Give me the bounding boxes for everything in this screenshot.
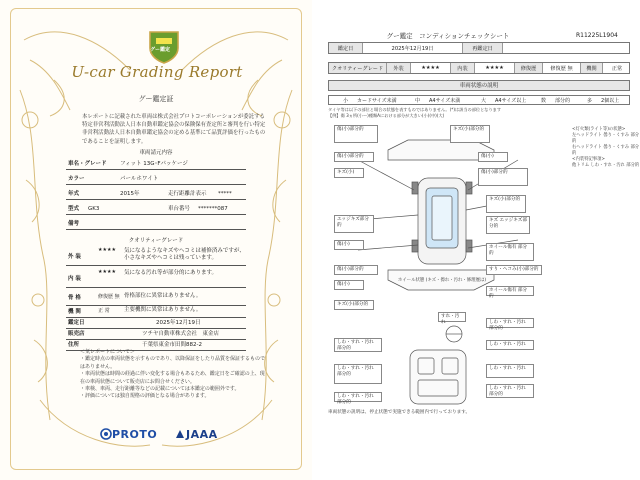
sheet-repair-label: 修復歴 — [515, 63, 543, 73]
legend-item: 左ヘッドライト 曇り・くすみ 部分的 — [572, 133, 640, 144]
damage-note: キズ(小)部分的 — [486, 195, 526, 213]
wheel-fl — [412, 182, 418, 194]
vehicle-row-value: パールホワイト — [120, 176, 159, 182]
appraisal-store-label: 販売店 — [68, 331, 85, 337]
notes-title: ＜気レポートについて＞ — [80, 349, 135, 355]
diagram-hint: タイヤ等は以下の部位と場合の状態を表すものではありません。(*)は該当の部位となります 【例】傷 3ヵ所(小～)種類Aにおける部分が大きい(小)(中)(大) — [328, 107, 502, 118]
notes-item: ・車両状態は時間の経過に伴い変化する場合もあるため、鑑定日をご確認の上、現在の車両状態について販売店にお問合せください。 — [80, 371, 265, 385]
proto-logo-text: PROTO — [112, 428, 158, 441]
vehicle-row-value: GK3 — [88, 206, 100, 212]
sheet-footer-note: 車両状態の説明は、停止状態で実施できる範囲内で行っております。 — [328, 410, 471, 415]
car-damage-diagram — [318, 0, 640, 480]
damage-note: しわ・すれ・汚れ 部分的 — [486, 318, 534, 328]
size-label: 小 — [343, 98, 349, 104]
proto-logo-icon — [100, 428, 112, 440]
sheet-reappraisal-label: 再鑑定日 — [463, 43, 503, 53]
vehicle-row-value: *******087 — [198, 206, 228, 212]
vehicle-row-value: フィット 13G･Fパッケージ — [120, 161, 188, 167]
vehicle-condition-legend — [572, 127, 640, 169]
damage-note: しわ・すれ・汚れ — [486, 364, 534, 378]
damage-note: 傷(小) — [334, 240, 364, 250]
notes-item: ・車検、車両、走行距離等などの記載については本鑑定の範囲外です。 — [80, 386, 240, 393]
quality-row — [66, 244, 246, 266]
sheet-grade-label: クオリティーグレード — [329, 63, 387, 73]
wheel-rr — [466, 240, 472, 252]
damage-note: 傷(小) — [334, 280, 364, 290]
sheet-exterior-value: ★★★★ — [411, 63, 451, 73]
vehicle-row-key: 型式 — [68, 206, 80, 212]
size-label: 大 — [481, 98, 487, 104]
badge-text: グー鑑定 — [150, 47, 171, 53]
sheet-title: グー鑑定 コンディションチェックシート — [386, 32, 510, 40]
legend-item: <内装特記事項> — [572, 157, 605, 162]
vehicle-row-key: 年式 — [68, 191, 80, 197]
damage-note: キズ(小) — [334, 168, 364, 178]
sheet-date-value: 2025年12月19日 — [363, 43, 463, 53]
quality-row-rating: 正 常 — [98, 308, 110, 314]
damage-note: しわ・すれ・汚れ 部分的 — [334, 392, 382, 402]
report-notes — [80, 349, 266, 401]
vehicle-row-value: 2015年 — [120, 191, 140, 197]
quality-row-desc: 骨格部位に異常はありません。 — [124, 293, 202, 299]
damage-note: しわ・すれ・汚れ — [486, 340, 534, 350]
damage-note: すれ・汚れ — [438, 312, 466, 322]
damage-note: キズ エッジキズ部分的 — [486, 216, 530, 234]
certificate-subtitle: グー鑑定証 — [138, 95, 174, 103]
damage-note: キズ(小)部分的 — [334, 300, 374, 310]
certificate-title: U-car Grading Report — [71, 63, 243, 81]
vehicle-state-title: 車両状態の説明 — [328, 80, 630, 91]
sheet-engine-value: 正常 — [611, 65, 623, 72]
sheet-exterior-label: 外装 — [387, 63, 411, 73]
quality-section-title: クオリティーグレード — [128, 238, 184, 244]
damage-note: 傷(小)部分的 — [334, 152, 374, 162]
damage-note: しわ・すれ・汚れ 部分的 — [334, 338, 382, 352]
damage-note: 傷(小)部分的 — [334, 265, 378, 275]
damage-note: ホイール傷有 部分的 — [486, 243, 534, 261]
vehicle-row-key: 車台番号 — [168, 206, 191, 212]
quality-row — [66, 306, 246, 318]
legend-item: 他トリム しわ・すれ・汚れ 部分的 — [572, 163, 640, 168]
appraisal-date-value: 2025年12月19日 — [156, 320, 201, 326]
size-label: 多 — [587, 98, 593, 104]
size-value: カードサイズ未満 — [357, 98, 397, 104]
damage-note: しわ・すれ・汚れ 部分的 — [486, 384, 534, 398]
legend-item: 右ヘッドライト 曇り・くすみ 部分的 — [572, 145, 640, 156]
damage-note: ホイール傷有 部分的 — [486, 286, 534, 296]
quality-row-rating: ★★★★ — [98, 269, 116, 275]
quality-row-rating: 修復歴 無 — [98, 294, 120, 300]
sheet-doc-id: R11225L1904 — [576, 32, 618, 39]
grading-certificate — [0, 0, 312, 480]
damage-note: 傷(小)部分的 — [334, 125, 378, 143]
quality-row-desc: 主要機関に異常はありません。 — [124, 307, 202, 313]
size-label: 数 — [541, 98, 547, 104]
vehicle-row-key: 備考 — [68, 221, 80, 227]
quality-row-desc: 気になるようなキズやヘコミは補修済みですが、小さなキズやヘコミは残っています。 — [124, 248, 245, 261]
wheel-rl — [412, 240, 418, 252]
sheet-engine-label: 機関 — [581, 63, 603, 73]
appraisal-store-value: ツチヤ自動車株式会社 東金店 — [142, 331, 220, 337]
quality-row-key: 内 装 — [68, 276, 81, 282]
size-value: 2個以上 — [601, 98, 620, 104]
quality-row — [66, 288, 246, 306]
appraisal-date-label: 鑑定日 — [68, 320, 85, 326]
appraisal-date-row — [66, 318, 246, 329]
vehicle-row — [66, 186, 246, 200]
notes-item: ・評価については独自規格の評価となる場合があります。 — [80, 393, 210, 400]
vehicle-row — [66, 171, 246, 185]
sheet-interior-value: ★★★★ — [475, 63, 515, 73]
quality-row-key: 機 関 — [68, 309, 81, 315]
quality-row — [66, 266, 246, 288]
damage-note: すり・ヘコみ(小)部分的 — [486, 265, 542, 275]
vehicle-row — [66, 216, 246, 230]
appraisal-address-label: 住所 — [68, 342, 80, 348]
damage-note: しわ・すれ・汚れ 部分的 — [334, 364, 382, 384]
quality-row-rating: ★★★★ — [98, 247, 116, 253]
jaaa-logo-text: JAAA — [186, 428, 218, 441]
vehicle-row-value: ***** — [218, 191, 232, 197]
appraisal-address-value: 千葉県東金市田間882-2 — [142, 342, 202, 348]
damage-note: 傷(小) — [478, 152, 508, 162]
damage-note: エッジキズ部分的 — [334, 215, 374, 233]
sheet-repair-value: 修復歴 無 — [543, 63, 581, 73]
quality-row-key: 外 装 — [68, 254, 81, 260]
size-label: 中 — [415, 98, 421, 104]
legend-item: <灯火類(ライト等)の状態> — [572, 127, 626, 132]
quality-row-key: 骨 格 — [68, 295, 81, 301]
jaaa-logo-icon — [174, 428, 186, 440]
wheel-condition-caption: ホイール状態 (キズ・擦れ・汚れ・修理歴は) — [398, 278, 487, 283]
sheet-interior-label: 内装 — [451, 63, 475, 73]
certificate-intro: 本レポートに記載された車両は株式会社プロトコーポレーションが委託する特定非営利活動法人日本自動車鑑定協会の保険保有査定所と審判を行い特定非営利活動法人日本自動車鑑定協会の定める基準にて品質評価を行ったものであることを証明します。 — [82, 114, 266, 145]
sheet-date-label: 鑑定日 — [329, 43, 363, 53]
vehicle-section-title: 車両請元内容 — [139, 150, 173, 156]
vehicle-row-key: カラー — [68, 176, 85, 182]
damage-note: 傷(小)部分的 — [478, 168, 528, 186]
damage-note: キズ(小)部分的 — [450, 125, 490, 143]
size-value: A4サイズ未満 — [429, 98, 461, 104]
vehicle-row — [66, 201, 246, 215]
vehicle-row — [66, 156, 246, 170]
vehicle-row-key: 車名・グレード — [68, 161, 107, 167]
condition-check-sheet — [318, 0, 640, 480]
size-value: 部分的 — [555, 98, 571, 104]
notes-item: ・鑑定時点の車両状態を示すものであり、以降保証をしたり品質を保証するものではありません。 — [80, 356, 266, 370]
quality-row-desc: 気になる汚れ等が部分的にあります。 — [124, 270, 218, 276]
size-value: A4サイズ以上 — [495, 98, 527, 104]
vehicle-row-key: 走行距離計表示 — [168, 191, 207, 197]
appraisal-store-row — [66, 329, 246, 340]
